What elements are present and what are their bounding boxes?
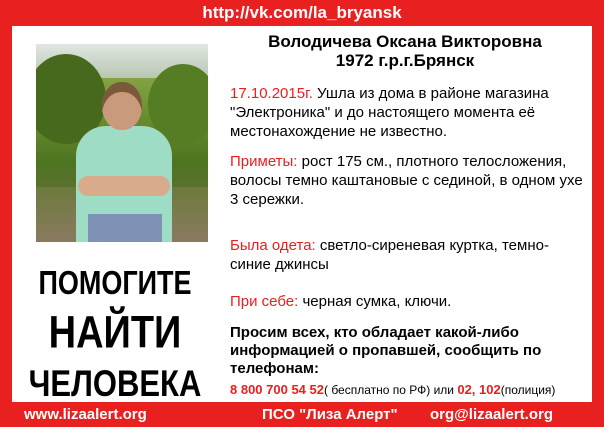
footer-org-name: ПСО "Лиза Алерт" [262,406,398,423]
headline-person: ЧЕЛОВЕКА [28,362,202,405]
missing-description [230,84,588,141]
belongings-label: При себе: [230,293,299,310]
person-birth: 1972 г.р.г.Брянск [335,51,475,70]
missing-date: 17.10.2015г. [230,85,313,102]
phone-line [230,382,590,398]
signs-label: Приметы: [230,153,298,170]
headline-find: НАЙТИ [48,307,182,359]
photo-person-arms [78,176,170,196]
signs-description [230,152,588,209]
person-name: Володичева Оксана Викторовна [268,32,542,51]
phone-hotline[interactable]: 8 800 700 54 52 [230,382,324,397]
phone-police[interactable]: 02, 102 [457,382,501,397]
missing-text: Ушла из дома в районе магазина "Электроника" и до настоящего момента её местонахождение не известно. [230,85,549,140]
clothes-description [230,236,588,274]
header-url[interactable]: http://vk.com/la_bryansk [202,3,402,22]
appeal-text: Просим всех, кто обладает какой-либо информацией о пропавшей, сообщить по телефонам: [230,324,542,377]
footer-site-link[interactable]: www.lizaalert.org [24,406,147,423]
clothes-label: Была одета: [230,237,316,254]
belongings-description [230,292,588,311]
footer-bar [0,402,604,427]
missing-person-photo [36,44,208,242]
headline-help: ПОМОГИТЕ [38,264,192,302]
poster-panel [12,26,592,405]
clothes-text: светло-сиреневая куртка, темно-синие джинсы [230,237,549,273]
phone-police-note: (полиция) [500,383,556,397]
phone-or: или [430,383,458,397]
photo-person-skirt [88,214,162,242]
phone-hotline-note: ( бесплатно по РФ) [323,383,431,397]
belongings-text: черная сумка, ключи. [298,293,452,310]
footer-email-link[interactable]: org@lizaalert.org [430,406,553,423]
person-info [230,32,580,70]
photo-person-head [102,82,142,130]
signs-text: рост 175 см., плотного телосложения, волосы темно каштановые с сединой, в одном ухе 3 сережки. [230,153,583,208]
